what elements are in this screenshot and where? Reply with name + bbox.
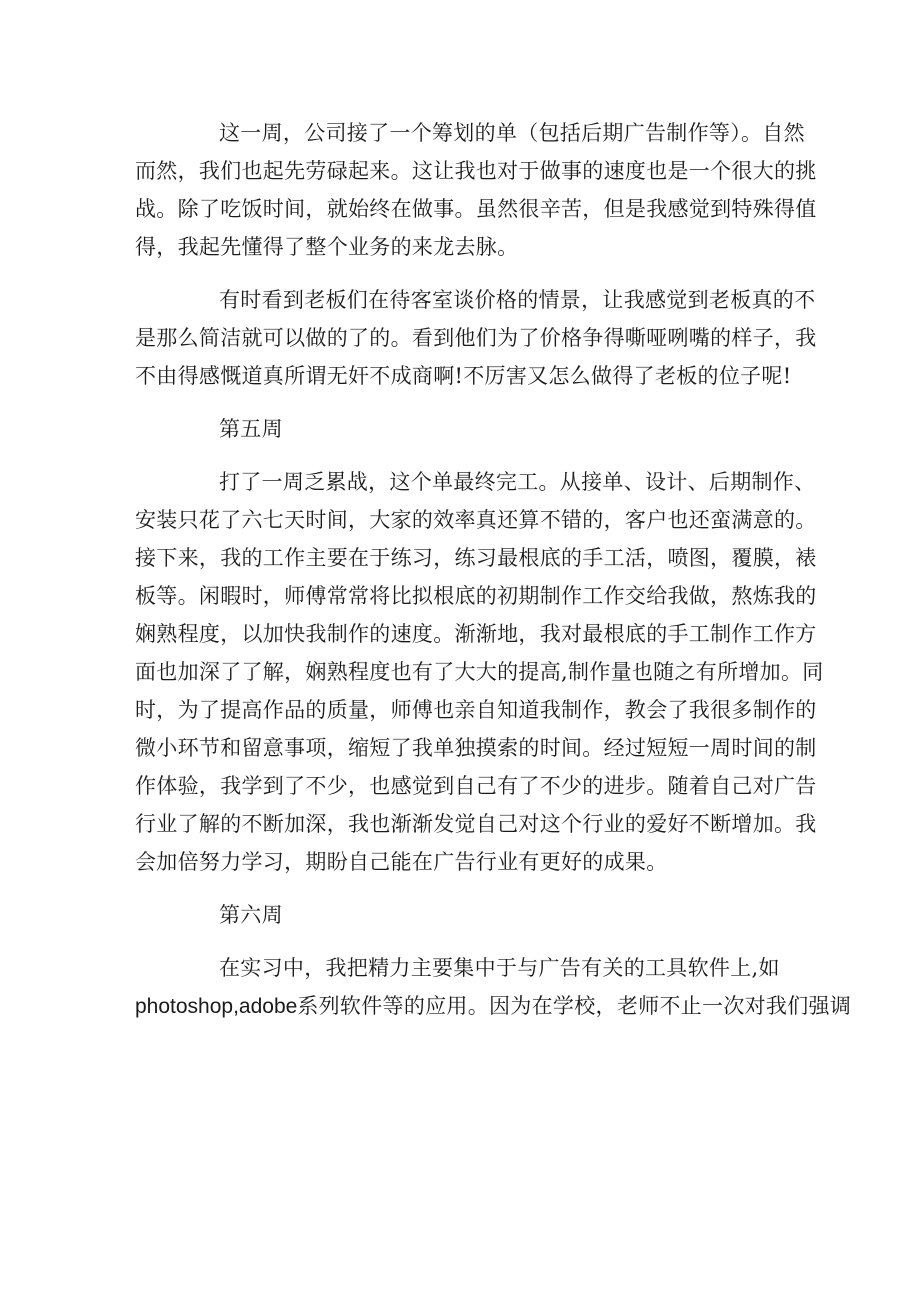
document-body	[135, 114, 852, 1041]
text-line: 有时看到老板们在待客室谈价格的情景，让我感觉到老板真的不	[219, 288, 816, 312]
text-line: 不由得感慨道真所谓无奸不成商啊!不厉害又怎么做得了老板的位子呢!	[135, 364, 792, 388]
text-line: 而然，我们也起先劳碌起来。这让我也对于做事的速度也是一个很大的挑	[135, 159, 817, 183]
heading-text: 第六周	[219, 903, 283, 927]
text-line: 这一周，公司接了一个筹划的单（包括后期广告制作等）。自然	[219, 121, 805, 145]
heading-text: 第五周	[219, 417, 283, 441]
text-line: 是那么简洁就可以做的了的。看到他们为了价格争得嘶哑咧嘴的样子，我	[135, 326, 817, 350]
text-line: 会加倍努力学习，期盼自己能在广告行业有更好的成果。	[135, 850, 668, 874]
text-line: 在实习中，我把精力主要集中于与广告有关的工具软件上,如	[219, 956, 780, 980]
text-line: 打了一周乏累战，这个单最终完工。从接单、设计、后期制作、	[219, 470, 816, 494]
text-line: 微小环节和留意事项，缩短了我单独摸索的时间。经过短短一周时间的制	[135, 736, 817, 760]
paragraph-boss-negotiation	[135, 281, 817, 395]
text-line: 面也加深了了解，娴熟程度也有了大大的提高,制作量也随之有所增加。同	[135, 660, 824, 684]
text-line: 接下来，我的工作主要在于练习，练习最根底的手工活，喷图，覆膜，裱	[135, 546, 817, 570]
text-fragment: 系列软件等的应用。因为在学校，老师不止一次对我们强调	[297, 994, 852, 1018]
text-line: 板等。闲暇时，师傅常常将比拟根底的初期制作工作交给我做，熬炼我的	[135, 584, 817, 608]
software-names: photoshop,adobe	[135, 995, 298, 1018]
section-heading-week6	[135, 896, 785, 934]
text-line: 娴熟程度，以加快我制作的速度。渐渐地，我对最根底的手工制作工作方	[135, 622, 817, 646]
text-line: 安装只花了六七天时间，大家的效率真还算不错的，客户也还蛮满意的。	[135, 508, 817, 532]
paragraph-week5-practice	[135, 463, 824, 881]
section-heading-week5	[135, 410, 785, 448]
text-line	[135, 987, 852, 1026]
paragraph-week6-software	[135, 949, 852, 1026]
text-line: 时，为了提高作品的质量，师傅也亲自知道我制作，教会了我很多制作的	[135, 698, 817, 722]
text-line: 作体验，我学到了不少，也感觉到自己有了不少的进步。随着自己对广告	[135, 774, 817, 798]
text-line: 战。除了吃饭时间，就始终在做事。虽然很辛苦，但是我感觉到特殊得值	[135, 197, 817, 221]
text-line: 行业了解的不断加深，我也渐渐发觉自己对这个行业的爱好不断增加。我	[135, 812, 817, 836]
paragraph-week4-order	[135, 114, 817, 266]
text-line: 得，我起先懂得了整个业务的来龙去脉。	[135, 235, 519, 259]
